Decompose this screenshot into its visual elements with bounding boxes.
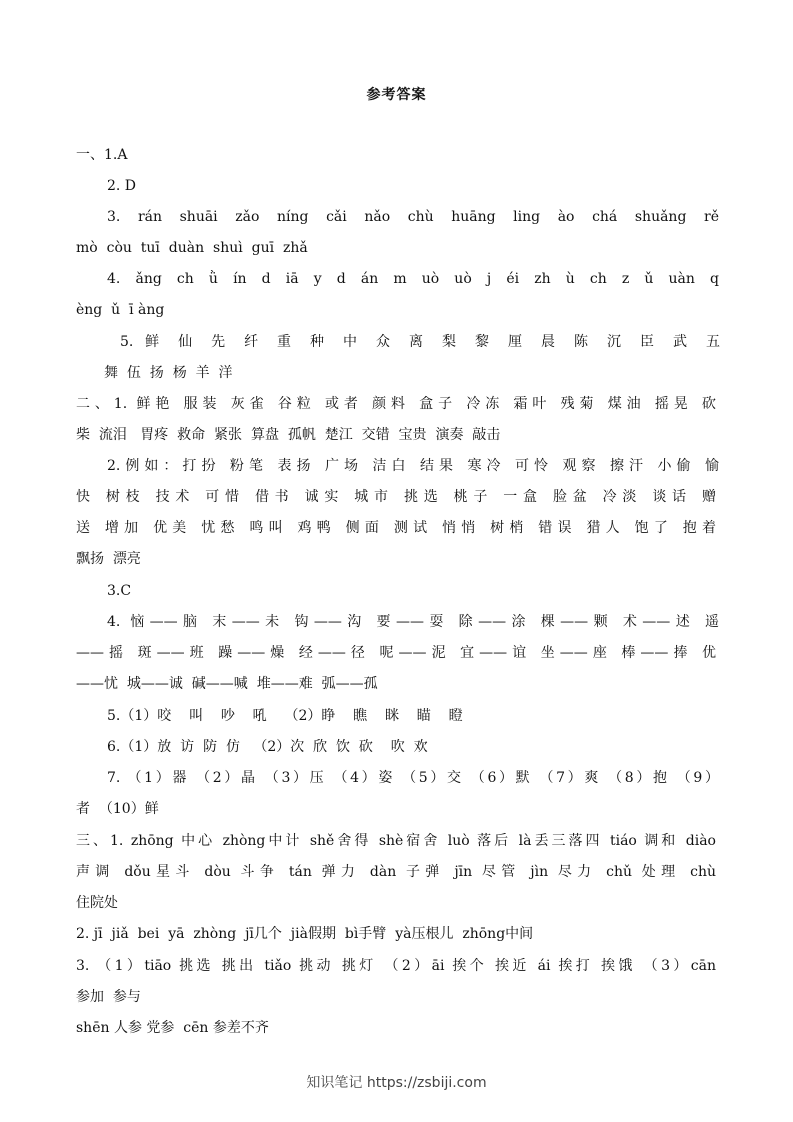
answer-line: 者 （10）鲜 bbox=[76, 801, 159, 817]
answer-line: èng ǔ ī àng bbox=[76, 302, 165, 318]
footer-watermark: 知识笔记 https://zsbiji.com bbox=[306, 1075, 487, 1091]
answer-line: 4. ǎng ch ǜ ín d iā y d án m uò uò j éi zh ù ch z ǔ uàn q bbox=[107, 271, 719, 287]
answer-line: 舞 伍 扬 杨 羊 洋 bbox=[104, 365, 233, 381]
answer-line: 柴 流泪 胃疼 救命 紧张 算盘 孤帆 楚江 交错 宝贵 演奏 敲击 bbox=[76, 427, 501, 443]
answer-line: 住院处 bbox=[76, 895, 118, 911]
answer-line: 二、1. 鲜艳 服装 灰雀 谷粒 或者 颜料 盒子 冷冻 霜叶 残菊 煤油 摇晃 砍 bbox=[76, 396, 716, 412]
answer-line: 参加 参与 bbox=[76, 989, 141, 1005]
answer-line: 一、1.A bbox=[76, 147, 128, 163]
answer-line: 2. D bbox=[107, 178, 137, 194]
answer-line: 送 增加 优美 忧愁 鸣叫 鸡鸭 侧面 测试 悄悄 树梢 错误 猎人 饱了 抱着 bbox=[76, 520, 716, 536]
answer-line: 2.例如：打扮 粉笔 表扬 广场 洁白 结果 寒冷 可怜 观察 擦汗 小偷 愉 bbox=[107, 458, 719, 474]
answer-line: ——忧 城——诚 碱——喊 堆——难 弧——孤 bbox=[76, 676, 378, 692]
answer-line: 5.（1）咬 叫 吵 吼 （2）睁 瞧 眯 瞄 瞪 bbox=[107, 708, 463, 724]
answer-line: 3. rán shuāi zǎo níng cǎi nǎo chù huāng ling ào chá shuǎng rě bbox=[107, 209, 719, 225]
answer-line: 7. （1）器 （2）晶 （3）压 （4）姿 （5）交 （6）默 （7）爽 （8）抱 （9） bbox=[107, 770, 719, 786]
answer-line: 2. jī jiǎ bei yā zhòng jī几个 jià假期 bì手臂 yà压根儿 zhōng中间 bbox=[76, 926, 534, 942]
answer-line: 6.（1）放 访 防 仿 （2）次 欣 饮 砍 吹 欢 bbox=[107, 739, 428, 755]
answer-line: 3. （1）tiāo 挑选 挑出 tiǎo 挑动 挑灯 （2）āi 挨个 挨近 ái 挨打 挨饿 （3）cān bbox=[76, 958, 716, 974]
answer-line: shēn 人参 党参 cēn 参差不齐 bbox=[76, 1020, 269, 1036]
answer-line: ——摇 斑——班 躁——燥 经——径 呢——泥 宜——谊 坐——座 棒——捧 优 bbox=[76, 645, 716, 661]
answer-line: 快 树枝 技术 可惜 借书 诚实 城市 挑选 桃子 一盒 脸盆 冷淡 谈话 赠 bbox=[76, 489, 716, 505]
page-title: 参考答案 bbox=[366, 87, 427, 103]
answer-line: 4. 恼——脑 末——未 钩——沟 要——耍 除——涂 棵——颗 术——述 遥 bbox=[107, 614, 719, 630]
answer-line: 三、1. zhōng 中心 zhòng中计 shě舍得 shè宿舍 luò 落后 là丢三落四 tiáo 调和 diào bbox=[76, 833, 716, 849]
answer-line: 声调 dǒu星斗 dòu 斗争 tán 弹力 dàn 子弹 jīn 尽管 jìn 尽力 chǔ 处理 chù bbox=[76, 864, 716, 880]
answer-line: 5. 鲜 仙 先 纤 重 种 中 众 离 梨 黎 厘 晨 陈 沉 臣 武 五 bbox=[120, 334, 720, 350]
answer-line: 3.C bbox=[107, 583, 132, 599]
answer-line: 飘扬 漂亮 bbox=[76, 551, 141, 567]
answer-line: mò còu tuī duàn shuì guī zhǎ bbox=[76, 240, 308, 256]
